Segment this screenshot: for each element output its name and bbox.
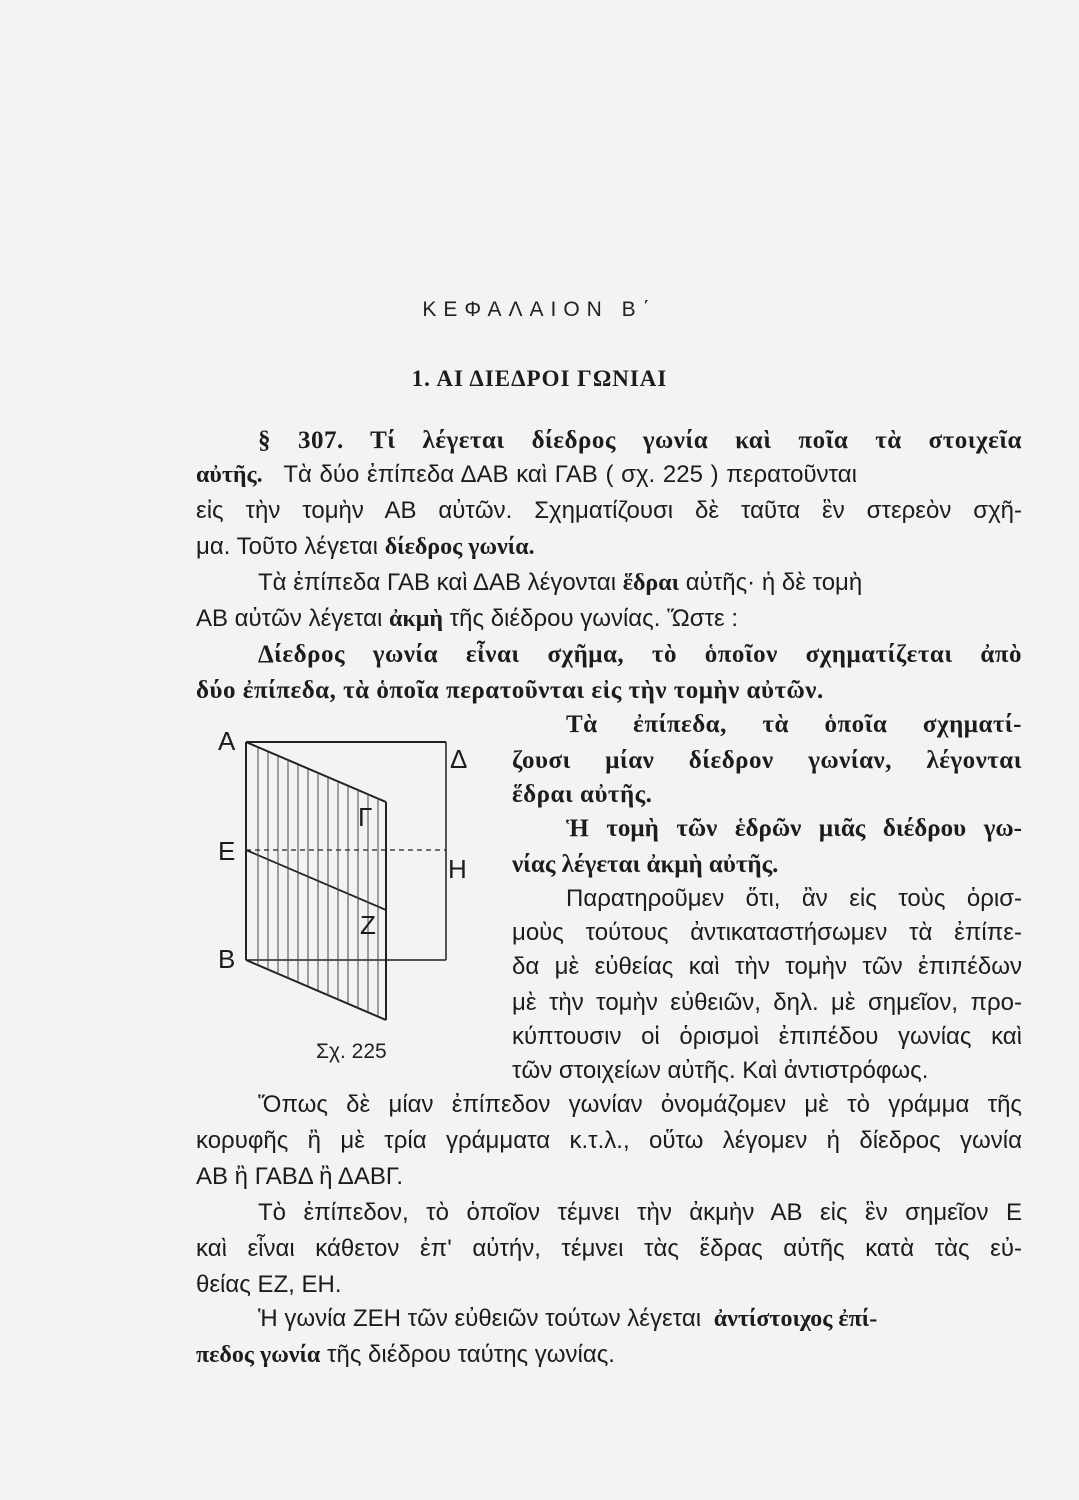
label-e: Ε xyxy=(218,836,236,866)
definition-line: Δίεδρος γωνία εἶναι σχῆμα, τὸ ὁποῖον σχηματίζεται ἀπὸ xyxy=(258,641,1022,668)
edge-definition-line: Ἡ τομὴ τῶν ἑδρῶν μιᾶς διέδρου γω- xyxy=(566,815,1022,842)
section-title: 1. ΑΙ ΔΙΕΔΡΟΙ ΓΩΝΙΑΙ xyxy=(411,366,668,391)
observation-line: δα μὲ εὐθείας καὶ τὴν τομὴν τῶν ἐπιπέδων xyxy=(512,953,1022,980)
observation-line: Παρατηροῦμεν ὅτι, ἂν εἰς τοὺς ὁρισ- xyxy=(566,885,1022,912)
chapter-heading: ΚΕΦΑΛΑΙΟΝ Β΄ xyxy=(422,298,657,321)
label-a: Α xyxy=(218,726,236,756)
label-z: Ζ xyxy=(360,910,376,940)
dihedral-angle-figure xyxy=(210,720,500,1080)
term-corresponding-plane-angle: ἀντίστοιχος ἐπί- xyxy=(713,1306,878,1332)
label-g: Γ xyxy=(358,802,373,832)
figure-caption: Σχ. 225 xyxy=(316,1040,387,1063)
term-dihedral-angle: δίεδρος γωνία. xyxy=(384,534,535,560)
paragraph-text: τῆς διέδρου γωνίας. Ὥστε : xyxy=(449,605,739,632)
definition-line: δύο ἐπίπεδα, τὰ ὁποῖα περατοῦνται εἰς τὴν τομὴν αὐτῶν. xyxy=(196,677,824,704)
paragraph-text: μα. Τοῦτο λέγεται xyxy=(196,533,379,560)
paragraph-text: Τὰ δύο ἐπίπεδα ΔΑΒ καὶ ΓΑΒ ( σχ. 225 ) περατοῦνται xyxy=(283,461,857,488)
faces-definition-line: Τὰ ἐπίπεδα, τὰ ὁποῖα σχηματί- xyxy=(566,711,1022,738)
paragraph-line xyxy=(196,530,535,564)
paragraph-line: εἰς τὴν τομὴν ΑΒ αὐτῶν. Σχηματίζουσι δὲ ταῦτα ἓν στερεὸν σχῆ- xyxy=(196,497,1022,524)
angle-line xyxy=(258,1302,877,1336)
observation-line: μὲ τὴν τομὴν εὐθειῶν, δηλ. μὲ σημεῖον, προ- xyxy=(512,989,1022,1016)
naming-line: Ὅπως δὲ μίαν ἐπίπεδον γωνίαν ὀνομάζομεν μὲ τὸ γράμμα τῆς xyxy=(258,1091,1022,1118)
observation-line: κύπτουσιν οἱ ὁρισμοὶ ἐπιπέδου γωνίας καὶ xyxy=(512,1023,1022,1050)
paragraph-text: Τὰ ἐπίπεδα ΓΑΒ καὶ ΔΑΒ λέγονται xyxy=(258,569,617,596)
label-d: Δ xyxy=(450,744,468,774)
paragraph-line xyxy=(258,566,862,600)
faces-definition-line: ἕδραι αὐτῆς. xyxy=(512,781,653,808)
faces-definition-line: ζουσι μίαν δίεδρον γωνίαν, λέγονται xyxy=(512,747,1022,774)
paragraph-text: αὐτῆς· ἡ δὲ τομὴ xyxy=(685,569,863,596)
paragraph-line xyxy=(196,602,738,636)
plane-line: θείας ΕΖ, ΕΗ. xyxy=(196,1271,342,1298)
term-edge: ἀκμὴ xyxy=(389,606,443,632)
observation-line: τῶν στοιχείων αὐτῆς. Καὶ ἀντιστρόφως. xyxy=(512,1057,929,1084)
paragraph-text: ΑΒ αὐτῶν λέγεται xyxy=(196,605,383,632)
section-heading-line: § 307. Τί λέγεται δίεδρος γωνία καὶ ποῖα τὰ στοιχεῖα xyxy=(258,427,1022,454)
label-b: Β xyxy=(218,944,236,974)
naming-line: κορυφῆς ἢ μὲ τρία γράμματα κ.τ.λ., οὕτω λέγομεν ἡ δίεδρος γωνία xyxy=(196,1127,1022,1154)
paragraph-line xyxy=(196,458,1022,492)
label-h: Η xyxy=(448,854,467,884)
term-corresponding-plane-angle-end: πεδος γωνία xyxy=(196,1342,321,1368)
plane-line: καὶ εἶναι κάθετον ἐπ' αὐτήν, τέμνει τὰς ἕδρας αὐτῆς κατὰ τὰς εὐ- xyxy=(196,1235,1022,1262)
paragraph-text: Ἡ γωνία ΖΕΗ τῶν εὐθειῶν τούτων λέγεται xyxy=(258,1305,702,1332)
observation-line: μοὺς τούτους ἀντικαταστήσωμεν τὰ ἐπίπε- xyxy=(512,919,1022,946)
naming-line: ΑΒ ἢ ΓΑΒΔ ἢ ΔΑΒΓ. xyxy=(196,1163,404,1190)
plane-line: Τὸ ἐπίπεδον, τὸ ὁποῖον τέμνει τὴν ἀκμὴν ΑΒ εἰς ἓν σημεῖον Ε xyxy=(258,1199,1022,1226)
term-faces: ἕδραι xyxy=(622,570,680,596)
section-heading-end: αὐτῆς. xyxy=(196,462,263,488)
angle-line xyxy=(196,1338,615,1372)
edge-definition-line: νίας λέγεται ἀκμὴ αὐτῆς. xyxy=(512,851,779,878)
paragraph-text: τῆς διέδρου ταύτης γωνίας. xyxy=(326,1341,615,1368)
